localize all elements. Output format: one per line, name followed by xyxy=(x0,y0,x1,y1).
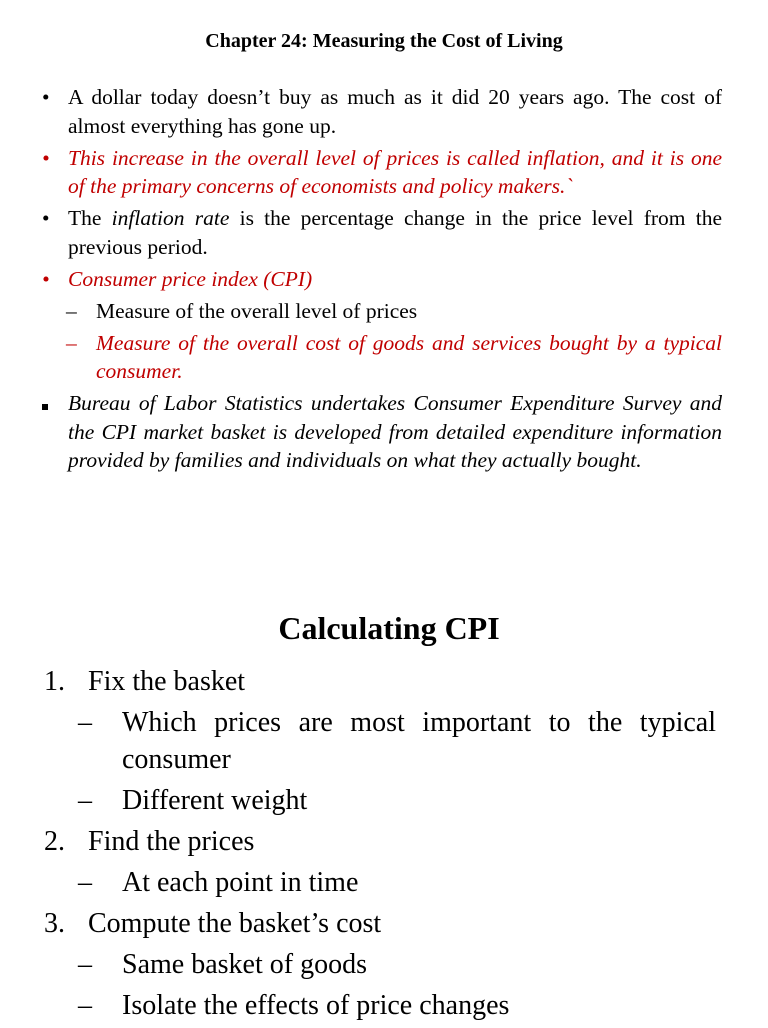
step-label: Fix the basket xyxy=(88,666,246,697)
bullet-item xyxy=(36,204,722,261)
step-sub-text: Isolate the effects of price changes xyxy=(122,990,510,1021)
bullet-marker: • xyxy=(42,85,50,109)
bullet-text-prefix: The xyxy=(68,206,112,230)
sub-bullet-text: Measure of the overall cost of goods and services bought by a typical consumer. xyxy=(96,330,722,383)
bullet-text xyxy=(68,204,722,261)
dash-marker: – xyxy=(78,990,92,1021)
bullet-text: A dollar today doesn’t buy as much as it did 20 years ago. The cost of almost everything has gone up. xyxy=(68,85,722,138)
bullet-item xyxy=(36,83,722,140)
bullet-item xyxy=(36,389,722,475)
inflation-rate-term: inflation rate xyxy=(111,206,230,230)
bullet-marker: • xyxy=(42,145,50,170)
step-sub-text: Which prices are most important to the typical consumer xyxy=(122,707,716,775)
step-sub-item xyxy=(44,864,716,901)
step-sub-item xyxy=(44,946,716,983)
section-title: Calculating CPI xyxy=(278,610,500,646)
page-title: Chapter 24: Measuring the Cost of Living xyxy=(205,30,563,52)
step-sub-text: At each point in time xyxy=(122,867,359,898)
step-sub-item xyxy=(44,782,716,819)
steps-list xyxy=(44,663,716,1028)
step-sub-text: Same basket of goods xyxy=(122,949,367,980)
dash-marker: – xyxy=(66,298,77,323)
step-label: Compute the basket’s cost xyxy=(88,908,382,939)
bullet-text: Bureau of Labor Statistics undertakes Consumer Expenditure Survey and the CPI market basket is developed from detailed expenditure information provided by families and individuals on what they actually bought. xyxy=(68,391,722,472)
dash-marker: – xyxy=(66,330,77,355)
step-number: 2. xyxy=(44,826,65,857)
dash-marker: – xyxy=(78,949,92,980)
bullet-item xyxy=(36,265,722,294)
step-label: Find the prices xyxy=(88,826,255,857)
step-sub-item xyxy=(44,987,716,1024)
bullet-item xyxy=(36,144,722,201)
dash-marker: – xyxy=(78,707,92,738)
bullet-list xyxy=(36,83,722,478)
step-number: 1. xyxy=(44,666,65,697)
step-sub-text: Different weight xyxy=(122,785,308,816)
step-item xyxy=(44,663,716,701)
square-bullet-icon xyxy=(42,389,48,418)
step-number: 3. xyxy=(44,908,65,939)
step-item xyxy=(44,823,716,861)
bullet-text: Consumer price index (CPI) xyxy=(68,266,313,291)
bullet-text-suffix: is the percentage change in the price level from the previous period. xyxy=(68,206,722,259)
sub-bullet-item xyxy=(36,329,722,386)
dash-marker: – xyxy=(78,785,92,816)
bullet-marker: • xyxy=(42,266,50,291)
bullet-marker: • xyxy=(42,206,50,230)
step-item xyxy=(44,905,716,943)
bullet-text: This increase in the overall level of prices is called inflation, and it is one of the primary concerns of economists and policy makers.` xyxy=(68,145,722,198)
step-sub-item xyxy=(44,704,716,778)
sub-bullet-item xyxy=(36,297,722,326)
dash-marker: – xyxy=(78,867,92,898)
sub-bullet-text: Measure of the overall level of prices xyxy=(96,298,418,323)
